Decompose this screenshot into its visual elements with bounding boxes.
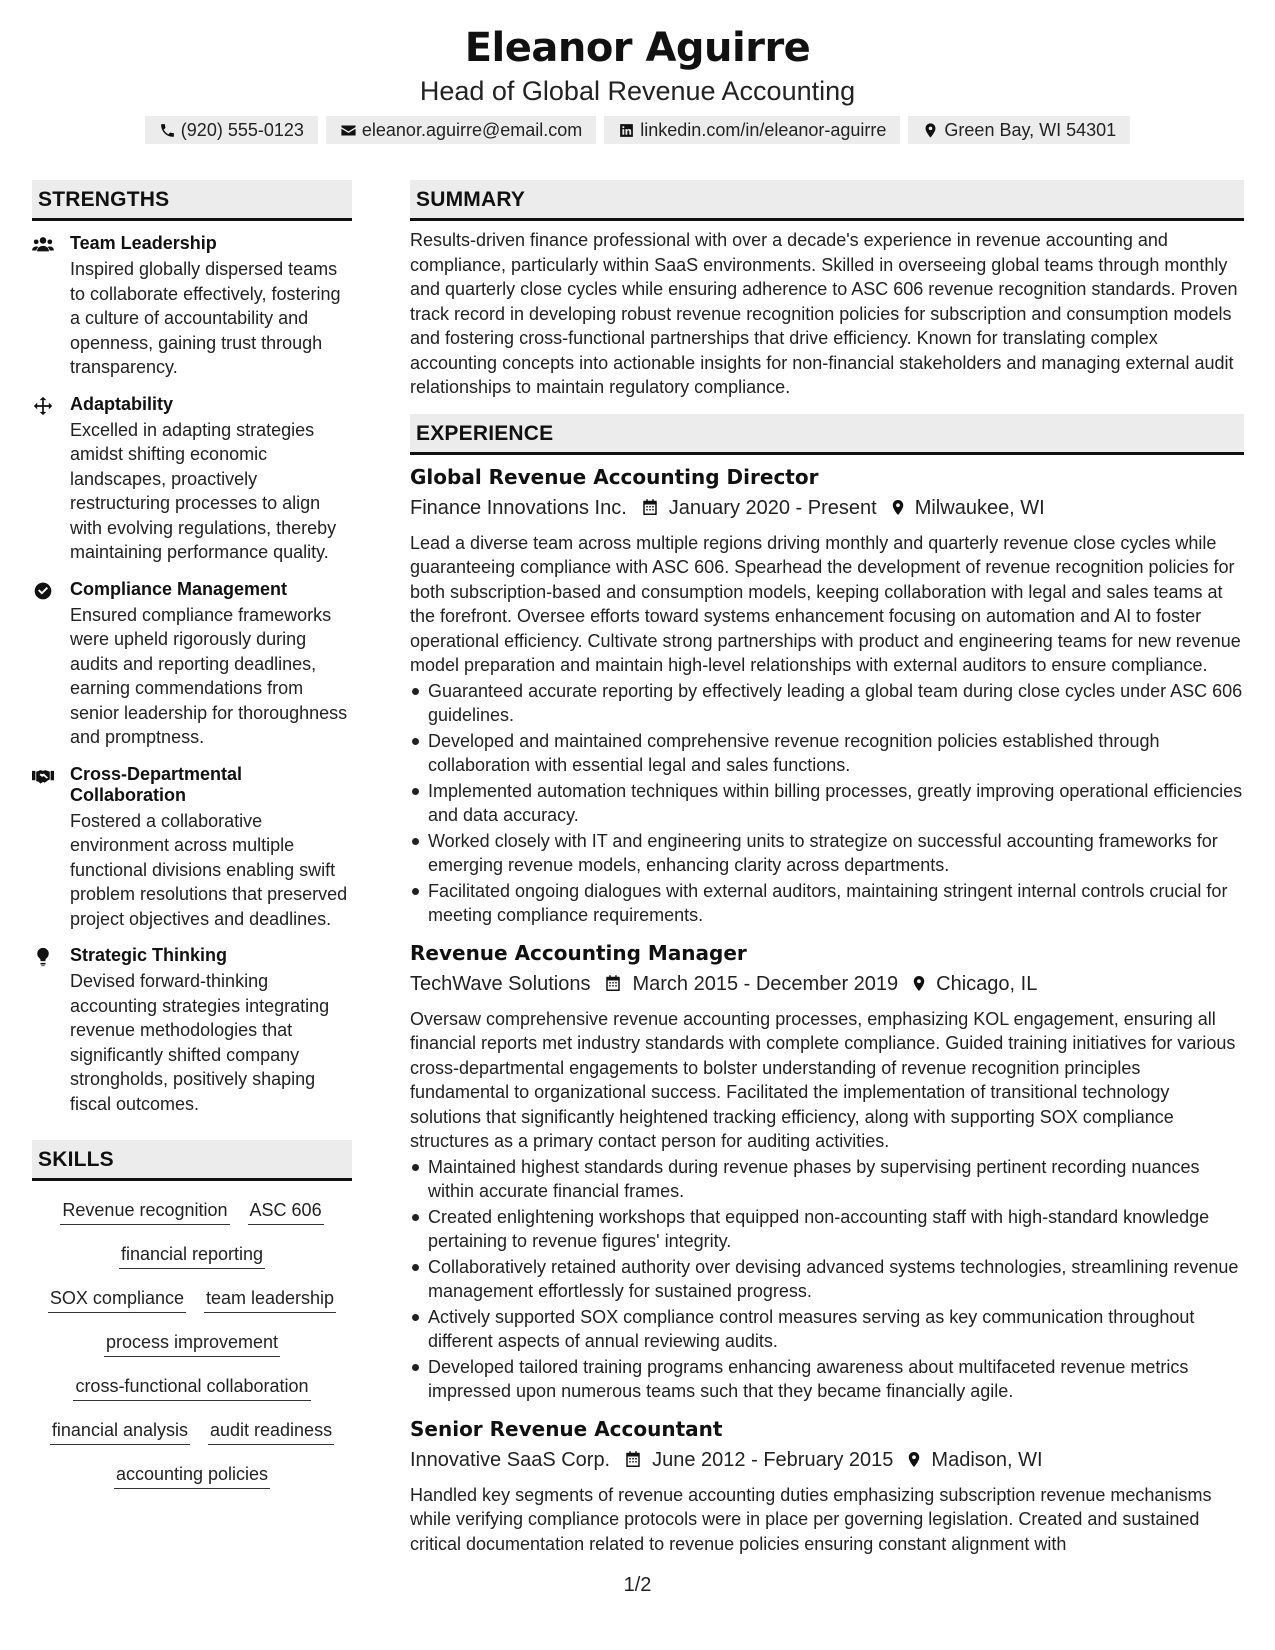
skill-tag: ASC 606	[248, 1199, 324, 1225]
experience-heading: EXPERIENCE	[410, 414, 1244, 455]
calendar-icon	[641, 498, 659, 517]
job-bullet: Collaboratively retained authority over devising advanced systems technologies, streamlining revenue management effortlessly for sustained progress.	[410, 1255, 1244, 1303]
job-dates: March 2015 - December 2019	[632, 972, 899, 995]
job-company: Finance Innovations Inc.	[410, 496, 627, 519]
strength-item	[32, 764, 352, 932]
job-bullet: Developed tailored training programs enhancing awareness about multifaceted revenue metrics impressed upon numerous teams such that they became financially agile.	[410, 1355, 1244, 1403]
contact-phone-text: (920) 555-0123	[180, 119, 304, 140]
contact-phone[interactable]	[145, 116, 318, 144]
job-bullet: Actively supported SOX compliance control measures serving as key communication throughout different aspects of annual reviewing audits.	[410, 1305, 1244, 1353]
skill-tag: Revenue recognition	[60, 1199, 229, 1225]
handshake-icon	[32, 766, 54, 786]
contact-location-text: Green Bay, WI 54301	[944, 119, 1117, 140]
job-entry	[410, 463, 1244, 927]
job-bullet: Worked closely with IT and engineering units to strategize on successful accounting frameworks for emerging revenue models, enhancing clarity across departments.	[410, 829, 1244, 877]
left-column	[32, 180, 352, 1489]
arrows-move-icon	[32, 396, 54, 416]
users-icon	[32, 235, 54, 255]
envelope-icon	[340, 122, 357, 139]
calendar-icon	[624, 1450, 642, 1469]
map-marker-icon	[922, 122, 939, 139]
job-bullet: Developed and maintained comprehensive revenue recognition policies established through collaboration with essential legal and sales functions.	[410, 729, 1244, 777]
contact-linkedin[interactable]	[604, 116, 900, 144]
skill-tag: SOX compliance	[48, 1287, 186, 1313]
job-description: Oversaw comprehensive revenue accounting processes, emphasizing KOL engagement, ensuring all financial reports met industry standards with complete compliance. Guided training initiatives for various cross-departmental engagements to bolster understanding of revenue recognition principles fundamental to organizational success. Facilitated the implementation of transitional technology solutions that significantly heightened tracking efficiency, along with supporting SOX compliance structures as a primary contact person for auditing activities.	[410, 1008, 1236, 1151]
job-title: Senior Revenue Accountant	[410, 1416, 723, 1441]
contact-location	[908, 116, 1130, 144]
contact-email-text: eleanor.aguirre@email.com	[361, 119, 583, 140]
skill-tag: team leadership	[204, 1287, 336, 1313]
skill-tag: process improvement	[104, 1331, 280, 1357]
skills-list	[32, 1199, 352, 1489]
job-location: Milwaukee, WI	[914, 496, 1045, 519]
map-marker-icon	[905, 1450, 923, 1469]
job-bullet: Facilitated ongoing dialogues with external auditors, maintaining stringent internal controls crucial for meeting compliance requirements.	[410, 879, 1244, 927]
contact-linkedin-text: linkedin.com/in/eleanor-aguirre	[640, 119, 887, 140]
job-meta	[410, 1445, 1244, 1475]
job-description: Handled key segments of revenue accounting duties emphasizing subscription revenue mechanisms while verifying compliance protocols were in place per governing legislation. Created and sustained critical documentation related to revenue policies ensuring constant alignment with	[410, 1484, 1212, 1554]
job-bullet: Maintained highest standards during revenue phases by supervising pertinent recording nuances within accurate financial frames.	[410, 1155, 1244, 1203]
strength-item	[32, 394, 352, 565]
job-bullet: Guaranteed accurate reporting by effectively leading a global team during close cycles under ASC 606 guidelines.	[410, 679, 1244, 727]
strength-description: Excelled in adapting strategies amidst shifting economic landscapes, proactively restructuring processes to align with evolving regulations, thereby maintaining performance quality.	[70, 419, 337, 562]
strength-item	[32, 945, 352, 1116]
strength-title: Strategic Thinking	[70, 945, 228, 965]
strength-item	[32, 579, 352, 750]
strength-title: Cross-Departmental Collaboration	[70, 763, 243, 805]
strength-item	[32, 233, 352, 380]
contact-bar	[0, 116, 1275, 144]
job-dates: June 2012 - February 2015	[652, 1448, 894, 1471]
lightbulb-icon	[32, 947, 54, 967]
calendar-icon	[604, 974, 622, 993]
skill-tag: accounting policies	[114, 1463, 270, 1489]
job-location: Chicago, IL	[936, 972, 1038, 995]
skill-tag: financial reporting	[119, 1243, 265, 1269]
job-bullets	[410, 1155, 1244, 1403]
skills-heading: SKILLS	[32, 1140, 352, 1181]
job-title: Global Revenue Accounting Director	[410, 464, 819, 489]
skill-tag: financial analysis	[50, 1419, 190, 1445]
strength-description: Devised forward-thinking accounting strategies integrating revenue methodologies that significantly shifted company strongholds, positively shaping fiscal outcomes.	[70, 971, 330, 1114]
linkedin-icon	[618, 122, 635, 139]
map-marker-icon	[889, 498, 907, 517]
phone-icon	[159, 122, 176, 139]
job-entry	[410, 1415, 1244, 1557]
strength-title: Compliance Management	[70, 578, 288, 599]
candidate-role: Head of Global Revenue Accounting	[419, 76, 856, 106]
strength-title: Team Leadership	[70, 233, 217, 253]
summary-heading: SUMMARY	[410, 180, 1244, 221]
check-circle-icon	[32, 581, 54, 601]
job-description: Lead a diverse team across multiple regions driving monthly and quarterly revenue close cycles while guaranteeing compliance with ASC 606. Spearhead the development of revenue recognition policies for both subscription-based and consumption models, keeping collaboration with legal and sales teams at the forefront. Oversee efforts toward systems enhancement focusing on automation and AI to foster operational efficiency. Cultivate strong partnerships with product and engineering teams for new revenue model preparation and maintain high-level relationships with external auditors to ensure compliance.	[410, 532, 1241, 675]
job-company: TechWave Solutions	[410, 972, 591, 995]
summary-text: Results-driven finance professional with over a decade's experience in revenue accounting and compliance, particularly within SaaS environments. Skilled in overseeing global teams through monthly and quarterly close cycles while ensuring adherence to ASC 606 revenue recognition standards. Proven track record in developing robust revenue recognition policies for subscription and consumption models and fostering cross-functional partnerships that drive efficiency. Known for translating complex accounting concepts into actionable insights for non-financial stakeholders and managing external audit relationships to maintain regulatory compliance.	[410, 230, 1238, 397]
contact-email[interactable]	[326, 116, 596, 144]
strength-description: Ensured compliance frameworks were upheld rigorously during audits and reporting deadlines, earning commendations from senior leadership for thoroughness and promptness.	[70, 604, 348, 747]
job-bullet: Implemented automation techniques within billing processes, greatly improving operational efficiencies and data accuracy.	[410, 779, 1244, 827]
job-bullet: Created enlightening workshops that equipped non-accounting staff with high-standard knowledge pertaining to revenue figures' integrity.	[410, 1205, 1244, 1253]
job-company: Innovative SaaS Corp.	[410, 1448, 611, 1471]
strength-description: Inspired globally dispersed teams to collaborate effectively, fostering a culture of accountability and openness, gaining trust through transparency.	[70, 259, 341, 377]
candidate-name: Eleanor Aguirre	[464, 25, 811, 71]
strength-title: Adaptability	[70, 393, 174, 414]
job-dates: January 2020 - Present	[668, 496, 877, 519]
job-meta	[410, 493, 1244, 523]
skill-tag: cross-functional collaboration	[73, 1375, 310, 1401]
job-meta	[410, 969, 1244, 999]
job-location: Madison, WI	[931, 1448, 1043, 1471]
map-marker-icon	[910, 974, 928, 993]
skill-tag: audit readiness	[208, 1419, 334, 1445]
strength-description: Fostered a collaborative environment across multiple functional divisions enabling swift problem resolutions that preserved project objectives and deadlines.	[70, 810, 348, 929]
strengths-heading: STRENGTHS	[32, 180, 352, 221]
right-column	[410, 180, 1244, 1556]
resume-header	[0, 22, 1275, 144]
job-bullets	[410, 679, 1244, 927]
job-entry	[410, 939, 1244, 1403]
page-number: 1/2	[623, 1574, 652, 1596]
job-title: Revenue Accounting Manager	[410, 940, 747, 965]
